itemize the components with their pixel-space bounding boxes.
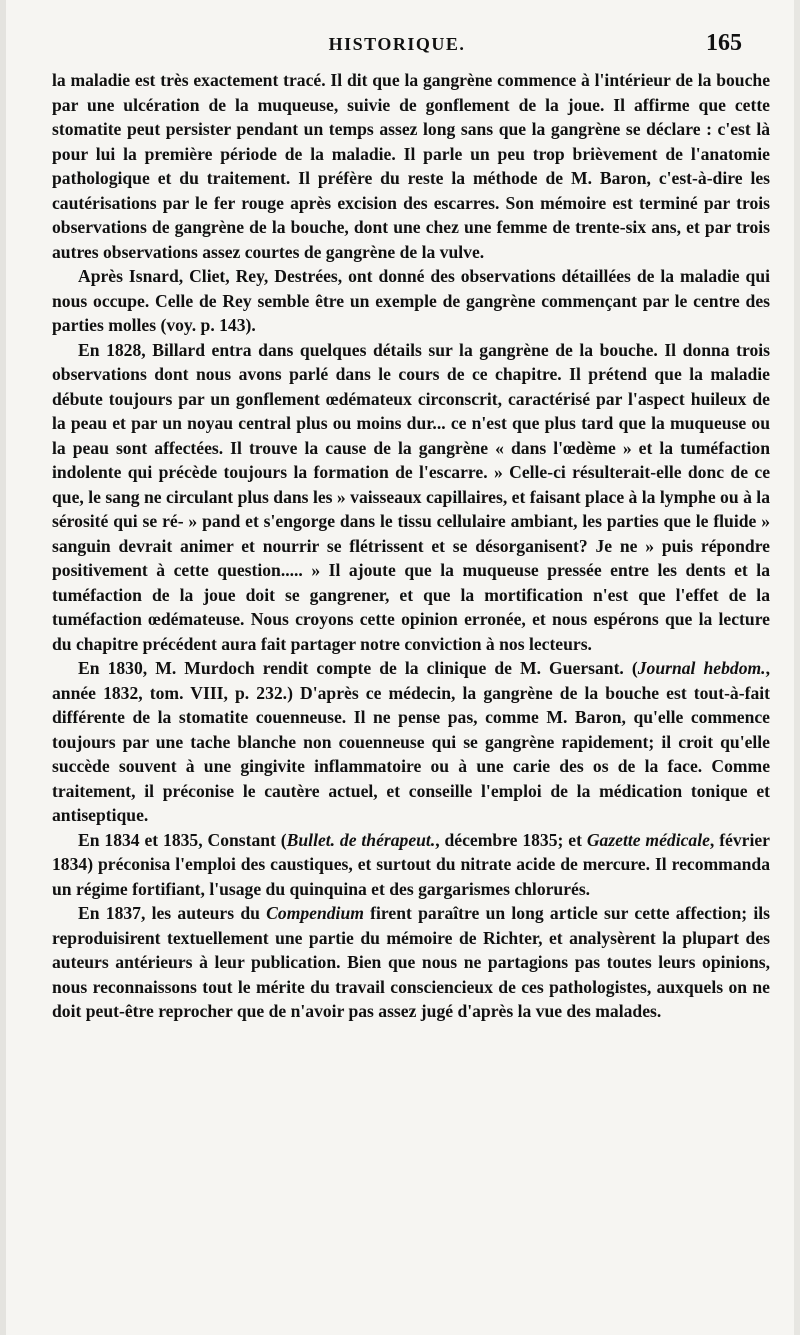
page-header — [52, 30, 742, 64]
page-number: 165 — [706, 30, 742, 56]
paragraph-6-text-cont: firent paraître un long article sur cette affection; ils reproduisirent textuellement une partie du mémoire de Richter, et analysèrent la plupart des auteurs antérieurs à leur publication. Bien que nous ne partagions pas toutes leurs opinions, nous reconnaissons tout le mérite du travail consciencieux de ces pathologistes, auxquels on ne doit peut-être reprocher que de n'avoir pas assez jugé d'après la vue des malades. — [52, 903, 770, 1021]
paragraph-4 — [52, 656, 770, 828]
paragraph-6-text: En 1837, les auteurs du — [78, 903, 267, 923]
paragraph-6 — [52, 901, 770, 1024]
paragraph-4-text: En 1830, M. Murdoch rendit compte de la clinique de M. Guersant. ( — [78, 658, 638, 678]
running-head: HISTORIQUE. — [328, 34, 466, 54]
paragraph-5-text: En 1834 et 1835, Constant ( — [78, 829, 287, 850]
body-text — [52, 68, 770, 1024]
paragraph-5-text-end: , février 1834) préconisa l'emploi des caustiques, et surtout du nitrate acide de mercure. Il recommanda un régime fortifiant, l'usage du quinquina et des gargarismes chlorurés. — [52, 829, 770, 899]
paragraph-2-text: Après Isnard, Cliet, Rey, Destrées, ont donné des observations détaillées de la maladie qui nous occupe. Celle de Rey semble être un exemple de gangrène commençant par le centre des parties molles (voy. p. 143). — [52, 266, 770, 335]
paragraph-3 — [52, 338, 770, 657]
paragraph-5-text-mid: , décembre 1835; et — [435, 829, 587, 850]
journal-citation: Journal hebdom. — [637, 658, 766, 678]
paragraph-1 — [52, 68, 770, 264]
gazette-citation: Gazette médicale — [586, 829, 710, 850]
paragraph-2 — [52, 264, 770, 338]
paragraph-4-text-cont: , année 1832, tom. VIII, p. 232.) D'après ce médecin, la gangrène de la bouche est tout-à-fait différente de la stomatite couenneuse. Il ne pense pas, comme M. Baron, qu'elle commence toujours par une tache blanche non couenneuse qui se gangrène rapidement; il croit qu'elle succède souvent à une gingivite inflammatoire ou à une carie des os de la face. Comme traitement, il préconise le cautère actuel, et conseille l'emploi de la médication tonique et antiseptique. — [52, 658, 770, 825]
paragraph-1-text: la maladie est très exactement tracé. Il dit que la gangrène commence à l'intérieur de la bouche par une ulcération de la muqueuse, suivie de gonflement de la joue. Il affirme que cette stomatite peut persister pendant un temps assez long sans que la gangrène se déclare : c'est là pour lui la première période de la maladie. Il parle un peu trop brièvement de l'anatomie pathologique et du traitement. Il préfère du reste la méthode de M. Baron, c'est-à-dire les cautérisations par le fer rouge après excision des escarres. Son mémoire est terminé par trois observations de gangrène de la bouche, dont une chez une femme de trente-six ans, et par trois autres observations assez courtes de gangrène de la vulve. — [52, 70, 770, 262]
compendium-title: Compendium — [266, 903, 364, 923]
paragraph-3-text: En 1828, Billard entra dans quelques détails sur la gangrène de la bouche. Il donna trois observations dont nous avons parlé dans le cours de ce chapitre. Il prétend que la maladie débute toujours par un gonflement œdémateux circonscrit, caractérisé par l'aspect huileux de la peau et par un noyau central plus ou moins dur... ce n'est que plus tard que la muqueuse ou la peau sont affectées. Il trouve la cause de la gangrène « dans l'œdème » et la tuméfaction indolente qui précède toujours la formation de l'escarre. » Celle-ci résulterait-elle donc de ce que, le sang ne circulant plus dans les » vaisseaux capillaires, et faisant place à la lymphe ou à la sérosité qui se ré- » pand et s'engorge dans le tissu cellulaire ambiant, les parties que le fluide » sanguin devrait animer et nourrir se flétrissent et se désorganisent? Je ne » puis répondre positivement à cette question..... » Il ajoute que la muqueuse pressée entre les dents et la tuméfaction de la joue doit se gangrener, et que la mortification n'est que l'effet de la tuméfaction œdémateuse. Nous croyons cette opinion erronée, et nous espérons que la lecture du chapitre précédent aura fait partager notre conviction à nos lecteurs. — [52, 339, 770, 654]
paragraph-5 — [52, 828, 770, 902]
bulletin-citation: Bullet. de thérapeut. — [286, 829, 436, 850]
